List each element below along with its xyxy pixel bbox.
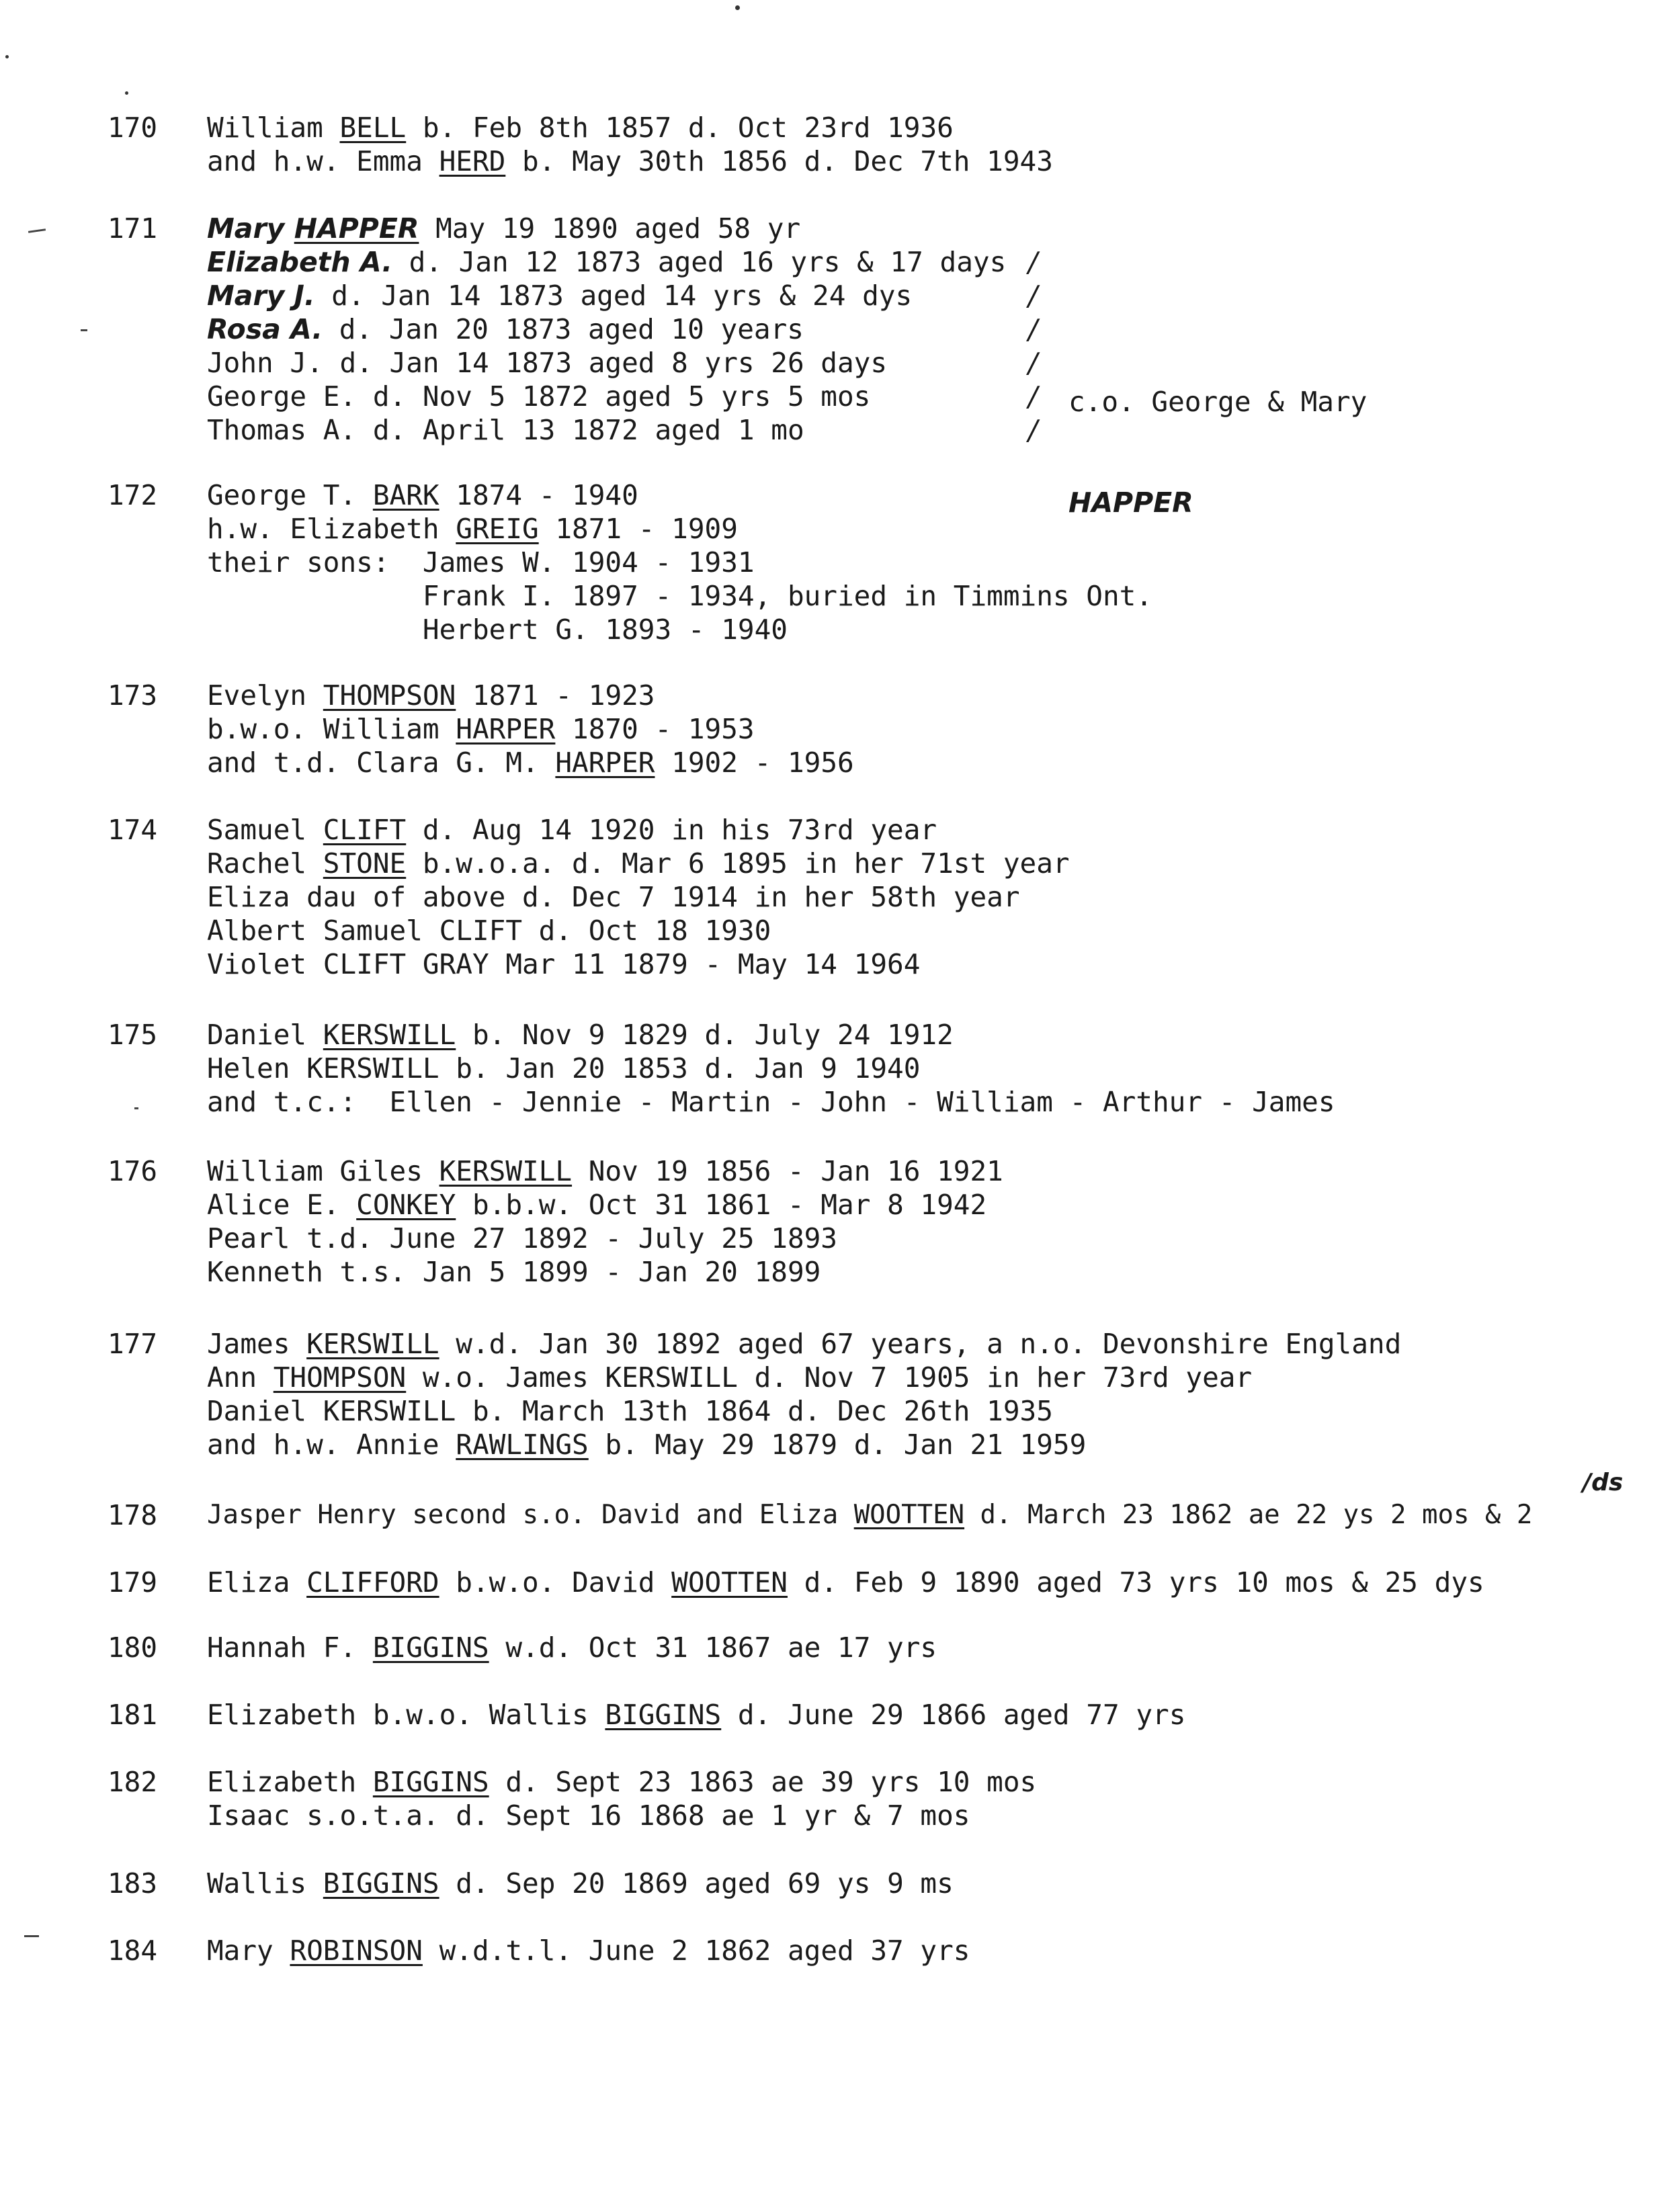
entry-line [207,512,1152,546]
entry-line [207,1698,1185,1732]
entry-number: 171 [108,212,158,245]
entry-line [207,1327,1401,1361]
text: May 19 1890 aged 58 yr [419,212,801,245]
text: Evelyn [207,679,323,712]
entry-line [207,546,1152,579]
text: d. Sep 20 1869 aged 69 ys 9 ms [439,1867,954,1900]
entry-lines [207,1934,970,1967]
text: b.w.o.a. d. Mar 6 1895 in her 71st year [406,847,1070,880]
entry-line [207,346,1006,380]
text: Violet CLIFT GRAY Mar 11 1879 - May 14 1964 [207,948,921,980]
text: Eliza dau of above d. Dec 7 1914 in her 58th year [207,881,1020,913]
entry-line [207,413,1006,447]
text: b.w.o. David [439,1566,672,1599]
surname: BARK [372,479,439,511]
surname: GREIG [456,513,539,545]
text: Samuel [207,814,323,846]
entry-number: 177 [108,1328,158,1360]
entry-number: 180 [108,1631,158,1664]
surname: CLIFFORD [306,1566,439,1599]
text: d. Jan 12 1873 aged 16 yrs & 17 days [392,246,1007,278]
text: d. Feb 9 1890 aged 73 yrs 10 mos & 25 dys [787,1566,1484,1599]
entry-line [207,1934,970,1967]
margin-mark [81,329,87,331]
surname: BIGGINS [372,1766,489,1798]
entry-number: 172 [108,479,158,511]
entry-line [207,144,1053,178]
surname: HARPER [555,747,655,779]
text: Eliza [207,1566,307,1599]
ink-speck [5,55,9,58]
entry-line [207,312,1006,346]
slash-mark: / [1028,313,1038,345]
text: Rachel [207,847,323,880]
text: William [207,112,340,144]
entry-number: 178 [108,1499,158,1531]
surname: KERSWILL [439,1155,573,1187]
entry-line [207,1361,1401,1394]
entry-line [207,613,1152,646]
surname: KERSWILL [323,1019,456,1051]
surname: HAPPER [294,212,419,245]
surname: STONE [323,847,407,880]
text: Thomas A. d. April 13 1872 aged 1 mo [207,414,804,446]
text: w.d. Oct 31 1867 ae 17 yrs [489,1631,937,1664]
handwritten-text: Elizabeth A. [207,246,392,278]
entry-line [207,1222,1003,1255]
entry-line [207,111,1053,144]
entry-number: 183 [108,1867,158,1900]
slash-mark: / [1028,246,1038,278]
entry-line [207,1428,1401,1461]
text: b. Nov 9 1829 d. July 24 1912 [456,1019,954,1051]
entry-number: 175 [108,1019,158,1051]
text: Alice E. [207,1189,357,1221]
text: Jasper Henry second s.o. David and Eliza [207,1500,854,1530]
note-line: c.o. George & Mary [1068,386,1368,418]
entry-lines [207,1327,1401,1461]
surname: CLIFT [323,814,407,846]
text: h.w. Elizabeth [207,513,456,545]
text: George T. [207,479,373,511]
text: William Giles [207,1155,439,1187]
text: b. May 29 1879 d. Jan 21 1959 [588,1429,1087,1461]
surname: THOMPSON [273,1361,407,1394]
entry-line [207,1631,937,1664]
surname: WOOTTEN [671,1566,788,1599]
slash-mark: / [1028,414,1038,446]
slash-mark: / [1028,380,1038,413]
entry-line [207,847,1070,880]
text: 1871 - 1923 [456,679,655,712]
entry-line [207,679,854,712]
entry-line [207,813,1070,847]
entry-lines [207,1018,1335,1119]
text: Isaac s.o.t.a. d. Sept 16 1868 ae 1 yr & 7 mos [207,1799,970,1832]
slash-mark: / [1028,347,1038,379]
entry-line [207,914,1070,947]
text: and h.w. Annie [207,1429,456,1461]
entry-lines [207,478,1152,646]
ink-speck [735,5,740,10]
text: Albert Samuel CLIFT d. Oct 18 1930 [207,914,771,947]
entry-line [207,1867,954,1900]
surname: BELL [339,112,407,144]
text: Mary [207,1934,290,1967]
text: Elizabeth b.w.o. Wallis [207,1699,605,1731]
text: Elizabeth [207,1766,373,1798]
entry-line [207,746,854,779]
text: d. June 29 1866 aged 77 yrs [721,1699,1186,1731]
entry-line [207,1188,1003,1222]
entry-line [207,1154,1003,1188]
entry-line [207,279,1006,312]
entry-number: 179 [108,1566,158,1599]
surname: BIGGINS [323,1867,439,1900]
entry-line [207,1018,1335,1052]
ink-speck [125,91,128,95]
handwritten-text: Mary [207,212,294,245]
handwritten-text: Rosa A. [207,313,323,345]
entry-lines [207,1765,1036,1832]
text: Pearl t.d. June 27 1892 - July 25 1893 [207,1222,837,1254]
text: Daniel KERSWILL b. March 13th 1864 d. Dec 26th 1935 [207,1395,1053,1427]
entry-line [207,245,1006,279]
entry-line [207,1765,1036,1799]
text: their sons: James W. 1904 - 1931 [207,546,755,579]
surname: HERD [439,145,506,177]
entry-number: 184 [108,1934,158,1967]
text: George E. d. Nov 5 1872 aged 5 yrs 5 mos [207,380,871,413]
margin-mark [24,1935,39,1937]
entry-lines [207,1154,1003,1289]
entry-number: 181 [108,1699,158,1731]
text: Hannah F. [207,1631,373,1664]
entry-line [207,1394,1401,1428]
text: 1902 - 1956 [655,747,854,779]
text: Herbert G. 1893 - 1940 [207,613,788,646]
text: John J. d. Jan 14 1873 aged 8 yrs 26 days [207,347,888,379]
text: b. May 30th 1856 d. Dec 7th 1943 [505,145,1053,177]
surname: HARPER [456,713,556,745]
entry-line [207,1255,1003,1289]
entry-line [207,212,1006,245]
entry-lines [207,212,1006,447]
surname: BIGGINS [605,1699,722,1731]
text: and t.c.: Ellen - Jennie - Martin - John - William - Arthur - James [207,1086,1335,1118]
surname: CONKEY [356,1189,456,1221]
entry-number: 173 [108,679,158,712]
entry-lines [207,1631,937,1664]
text: and h.w. Emma [207,145,439,177]
entry-lines [207,1498,1532,1532]
text: James [207,1328,307,1360]
text: Helen KERSWILL b. Jan 20 1853 d. Jan 9 1940 [207,1052,921,1084]
text: Frank I. 1897 - 1934, buried in Timmins Ont. [207,580,1152,612]
entry-line [207,1799,1036,1832]
entry-line [207,880,1070,914]
entry-line [207,579,1152,613]
note-line: HAPPER [1068,486,1193,519]
surname: BIGGINS [372,1631,489,1664]
surname: ROBINSON [290,1934,423,1967]
text: Daniel [207,1019,323,1051]
entry-lines [207,1566,1484,1599]
entry-number: 174 [108,814,158,846]
text: Wallis [207,1867,323,1900]
entry-line [207,478,1152,512]
entry-number: 170 [108,112,158,144]
text: 1871 - 1909 [538,513,738,545]
surname: RAWLINGS [456,1429,589,1461]
surname: THOMPSON [323,679,456,712]
entry-lines [207,813,1070,981]
text: and t.d. Clara G. M. [207,747,556,779]
entry-number: 176 [108,1155,158,1187]
text: w.d. Jan 30 1892 aged 67 years, a n.o. Devonshire England [439,1328,1402,1360]
entry-line [207,947,1070,981]
text: d. Aug 14 1920 in his 73rd year [406,814,937,846]
handwritten-text: Mary J. [207,280,315,312]
text: 1870 - 1953 [555,713,755,745]
entry-line [207,1566,1484,1599]
entry-line [207,1498,1532,1532]
text: Nov 19 1856 - Jan 16 1921 [572,1155,1003,1187]
entry-lines [207,111,1053,178]
text: 1874 - 1940 [439,479,638,511]
entry-line [207,1052,1335,1085]
entry-lines [207,679,854,779]
bracket-marks [1028,245,1038,447]
text: w.d.t.l. June 2 1862 aged 37 yrs [422,1934,970,1967]
text: d. Jan 20 1873 aged 10 years [323,313,804,345]
text: w.o. James KERSWILL d. Nov 7 1905 in her 73rd year [406,1361,1253,1394]
entry-number: 182 [108,1766,158,1798]
entry-lines [207,1698,1185,1732]
margin-mark [28,228,46,233]
text: d. Sept 23 1863 ae 39 yrs 10 mos [489,1766,1037,1798]
text: d. Jan 14 1873 aged 14 yrs & 24 dys [314,280,913,312]
surname: KERSWILL [306,1328,439,1360]
margin-note: /ds [1583,1469,1624,1496]
text: d. March 23 1862 ae 22 ys 2 mos & 2 [964,1500,1533,1530]
entry-line [207,712,854,746]
surname: WOOTTEN [853,1500,965,1530]
text: b.w.o. William [207,713,456,745]
text: b. Feb 8th 1857 d. Oct 23rd 1936 [406,112,954,144]
entry-line [207,380,1006,413]
margin-mark [134,1107,138,1109]
entry-line [207,1085,1335,1119]
text: Kenneth t.s. Jan 5 1899 - Jan 20 1899 [207,1256,821,1288]
text: b.b.w. Oct 31 1861 - Mar 8 1942 [456,1189,987,1221]
text: Ann [207,1361,274,1394]
slash-mark: / [1028,280,1038,312]
entry-lines [207,1867,954,1900]
